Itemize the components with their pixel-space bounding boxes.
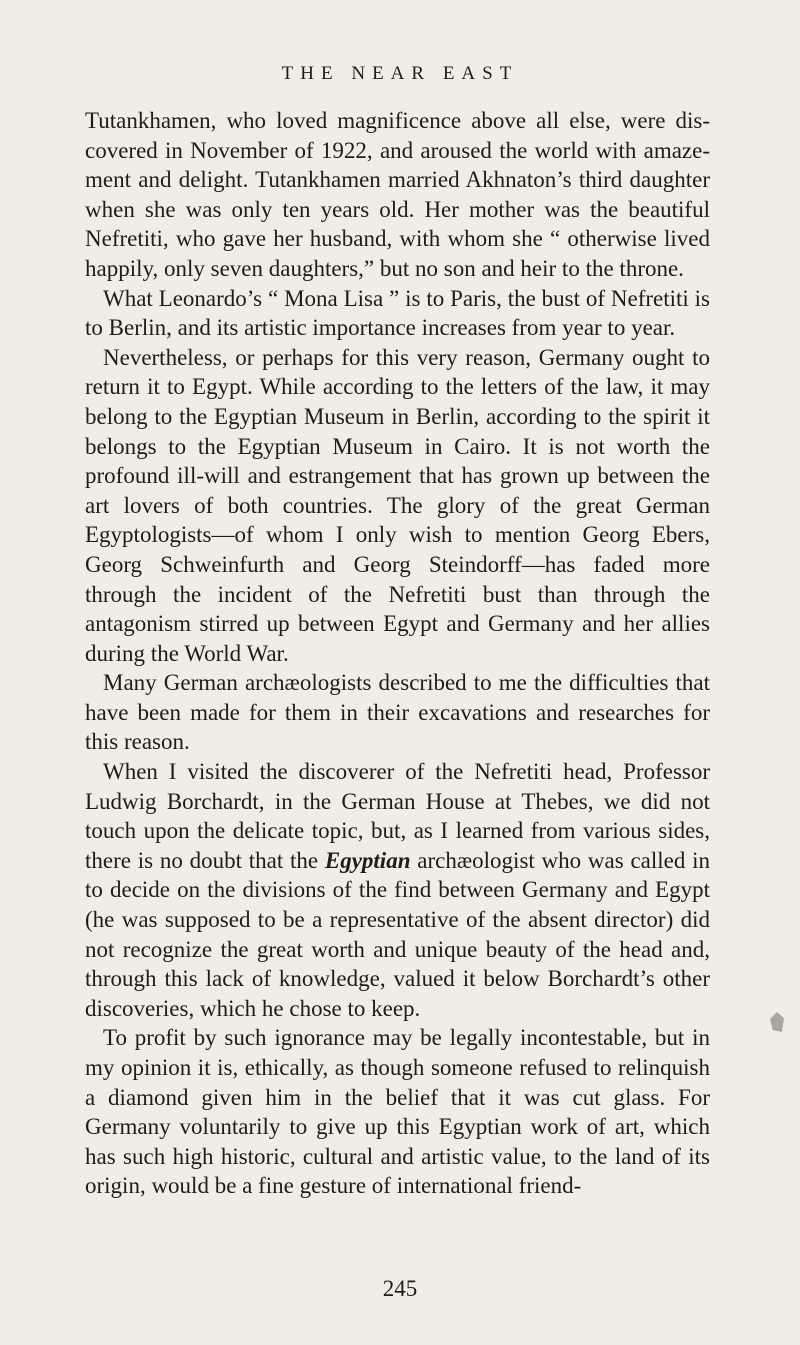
paragraph xyxy=(85,757,710,1023)
emphasized-word: Egyptian xyxy=(324,847,411,873)
paper-speck xyxy=(770,1012,784,1032)
paragraph: Nevertheless, or perhaps for this very reason, Germany ought to return it to Egypt. While according to the letters of the law, it may belong to the Egyptian Museum in Berlin, according to the spirit it belongs to the Egyptian Museum in Cairo. It is not worth the profound ill-will and estrangement that has grown up between the art lovers of both countries. The glory of the great German Egyptologists—of whom I only wish to mention Georg Ebers, Georg Schweinfurth and Georg Steindorff—has faded more through the incident of the Nefretiti bust than through the antagonism stirred up between Egypt and Germany and her allies during the World War. xyxy=(85,344,710,666)
running-head: THE NEAR EAST xyxy=(281,63,519,84)
page-number: 245 xyxy=(382,1276,418,1301)
paragraph: What Leonardo’s “ Mona Lisa ” is to Paris, the bust of Nefretiti is to Berlin, and its artistic importance increases from year to year. xyxy=(85,285,710,341)
paragraph-text: archæologist who was called in to decide on the divisions of the find between Germany and Egypt (he was supposed to be a representative of the absent director) did not recognize the great worth and unique beauty of the head and, through this lack of knowledge, valued it below Borchardt’s other discoveries, which he chose to keep. xyxy=(85,847,710,1021)
paragraph: Many German archæologists described to me the difficulties that have been made for them in their excavations and researches for this reason. xyxy=(85,670,710,755)
body-text xyxy=(85,106,710,1201)
paragraph: To profit by such ignorance may be legally incontestable, but in my opinion it is, ethically, as though someone refused to relinquish a diamond given him in the belief that it was cut glass. For Germany voluntarily to give up this Egyptian work of art, which has such high historic, cultural and artistic value, to the land of its origin, would be a fine gesture of international friend- xyxy=(85,1025,710,1199)
paragraph: Tutankhamen, who loved magnificence above all else, were dis-covered in November of 1922, and aroused the world with amaze-ment and delight. Tutankhamen married Akhnaton’s third daughter when she was only ten years old. Her mother was the beautiful Nefretiti, who gave her husband, with whom she “ otherwise lived happily, only seven daughters,” but no son and heir to the throne. xyxy=(85,108,710,281)
paragraph-text: When I visited the discoverer of the Nefretiti head, Professor Ludwig Borchardt, in the German House at Thebes, we did not touch upon the delicate topic, but, as I learned from various sides, there is no doubt that the xyxy=(85,759,710,873)
